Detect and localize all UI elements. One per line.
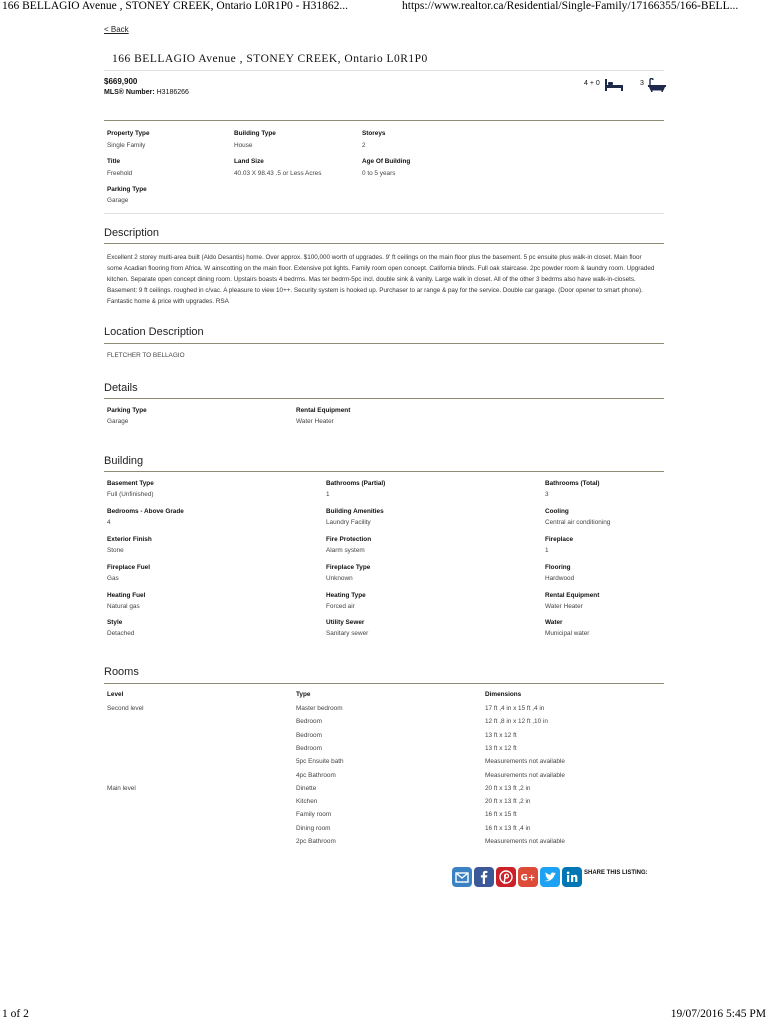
print-footer <box>0 1008 768 1024</box>
rooms-heading: Rooms <box>104 666 139 678</box>
room-dimensions: 13 ft x 12 ft <box>485 731 517 739</box>
description-text: Excellent 2 storey multi-area built (Aldo Desantis) home. Over approx. $100,000 worth of upgrades. 9' ft ceilings on the main floor plus the basement. 5 pc ensuite plus walk-in closet. Main floor some Acadian flooring from Africa. W ainscotting on the main floor. Extensive pot lights. Family room open concept. California blinds. Full oak staircase. 2pc powder room & laundry room. Upgraded kitchen. Separate open concept dining room. Upstairs boasts 4 bedrms. Mas ter bedrm-5pc incl. double sink & vanity. Large walk in closet. All of the other 3 bedrms also have walk-in-closets. Basement: 9 ft ceilings. roughed in c/vac. A pleasure to view 10++. Security system is hooked up. Purchaser to ar range & pay for the service. Double car garage. (Door opener to smart phone). Fantastic home & price with upgrades. RSA <box>107 254 655 305</box>
email-icon <box>452 867 472 887</box>
storeys-label: Storeys <box>362 130 386 137</box>
bathroom-count: 3 <box>640 80 644 87</box>
details-parking-type-label: Parking Type <box>107 407 147 414</box>
room-level: Second level <box>107 705 144 712</box>
bathtub-icon <box>647 78 667 97</box>
heating-type-label: Heating Type <box>326 592 366 599</box>
storeys-value: 2 <box>362 142 366 149</box>
mls-label: MLS® Number: <box>104 89 155 96</box>
listing-price: $669,900 <box>104 77 138 86</box>
building-rental-equipment-value: Water Heater <box>545 603 583 610</box>
share-listing-label: SHARE THIS LISTING: <box>584 870 648 876</box>
age-of-building-value: 0 to 5 years <box>362 170 396 177</box>
land-size-value: 40.03 X 98.43 .5 or Less Acres <box>234 170 322 177</box>
exterior-finish-label: Exterior Finish <box>107 536 152 543</box>
title-value: Freehold <box>107 170 133 177</box>
exterior-finish-value: Stone <box>107 547 124 554</box>
utility-sewer-label: Utility Sewer <box>326 619 365 626</box>
mls-value: H3186266 <box>156 89 189 96</box>
fireplace-label: Fireplace <box>545 536 574 543</box>
room-type: Master bedroom <box>296 705 343 712</box>
bedroom-count: 4 + 0 <box>584 80 600 87</box>
print-datetime: 19/07/2016 5:45 PM <box>670 1008 766 1020</box>
room-type: 5pc Ensuite bath <box>296 758 344 766</box>
description-heading: Description <box>104 227 160 239</box>
details-rental-equipment-value: Water Heater <box>296 418 334 425</box>
water-label: Water <box>545 619 563 626</box>
flooring-value: Hardwood <box>545 575 575 582</box>
room-dimensions: Measurements not available <box>485 758 565 766</box>
room-dimensions: 20 ft x 13 ft ,2 in <box>485 784 531 792</box>
bedrooms-above-grade-value: 4 <box>107 519 111 526</box>
bathrooms-total-label: Bathrooms (Total) <box>545 480 600 487</box>
print-page-title: 166 BELLAGIO Avenue , STONEY CREEK, Ontario L0R1P0 - H31862... <box>2 0 349 12</box>
heating-fuel-value: Natural gas <box>107 603 140 610</box>
room-type: Kitchen <box>296 798 318 806</box>
page-number: 1 of 2 <box>2 1008 29 1020</box>
details-parking-type-value: Garage <box>107 418 129 425</box>
building-type-label: Building Type <box>234 130 276 137</box>
style-value: Detached <box>107 630 135 637</box>
room-level: Main level <box>107 784 136 792</box>
style-label: Style <box>107 619 123 626</box>
divider <box>104 213 664 214</box>
facebook-icon <box>474 867 494 887</box>
linkedin-icon <box>562 867 582 887</box>
google-plus-icon <box>518 867 538 887</box>
twitter-share-button[interactable] <box>540 867 560 887</box>
divider <box>104 398 664 399</box>
location-description-text: FLETCHER TO BELLAGIO <box>107 352 185 359</box>
twitter-icon <box>540 867 560 887</box>
water-value: Municipal water <box>545 630 590 637</box>
bed-icon <box>604 78 624 97</box>
flooring-label: Flooring <box>545 564 571 571</box>
parking-type-label: Parking Type <box>107 186 147 193</box>
mls-number <box>104 89 189 96</box>
details-heading: Details <box>104 382 138 394</box>
bathrooms-partial-value: 1 <box>326 491 330 498</box>
building-amenities-value: Laundry Facility <box>326 519 371 526</box>
pinterest-icon <box>496 867 516 887</box>
linkedin-share-button[interactable] <box>562 867 582 887</box>
heating-fuel-label: Heating Fuel <box>107 592 146 599</box>
divider <box>104 243 664 244</box>
fire-protection-label: Fire Protection <box>326 536 372 543</box>
divider <box>104 120 664 121</box>
age-of-building-label: Age Of Building <box>362 158 411 165</box>
property-type-value: Single Family <box>107 142 146 149</box>
building-heading: Building <box>104 455 144 467</box>
bathrooms-total-value: 3 <box>545 491 549 498</box>
room-dimensions: 16 ft x 15 ft <box>485 811 517 819</box>
room-type: Bedroom <box>296 718 322 726</box>
building-type-value: House <box>234 142 253 149</box>
google-plus-share-button[interactable] <box>518 867 538 887</box>
fireplace-fuel-label: Fireplace Fuel <box>107 564 150 571</box>
building-rental-equipment-label: Rental Equipment <box>545 592 600 599</box>
facebook-share-button[interactable] <box>474 867 494 887</box>
email-share-button[interactable] <box>452 867 472 887</box>
room-type: 2pc Bathroom <box>296 838 336 845</box>
property-type-label: Property Type <box>107 130 150 137</box>
basement-type-label: Basement Type <box>107 480 154 487</box>
room-type: Bedroom <box>296 744 322 752</box>
fireplace-fuel-value: Gas <box>107 575 119 582</box>
basement-type-value: Full (Unfinished) <box>107 491 154 498</box>
utility-sewer-value: Sanitary sewer <box>326 630 369 637</box>
building-amenities-label: Building Amenities <box>326 508 384 515</box>
fireplace-value: 1 <box>545 547 549 554</box>
cooling-value: Central air conditioning <box>545 519 611 526</box>
fire-protection-value: Alarm system <box>326 547 365 554</box>
bathrooms-partial-label: Bathrooms (Partial) <box>326 480 386 487</box>
room-dimensions: 17 ft ,4 in x 15 ft ,4 in <box>485 705 545 712</box>
room-type: Dinette <box>296 784 317 792</box>
room-dimensions: 13 ft x 12 ft <box>485 744 517 752</box>
details-rental-equipment-label: Rental Equipment <box>296 407 351 414</box>
fireplace-type-value: Unknown <box>326 575 353 582</box>
svg-text:G+: G+ <box>520 873 536 884</box>
room-dimensions: 16 ft x 13 ft ,4 in <box>485 824 531 832</box>
location-description-heading: Location Description <box>104 326 204 338</box>
divider <box>104 343 664 344</box>
print-page-url: https://www.realtor.ca/Residential/Single-Family/17166355/166-BELL... <box>402 0 739 12</box>
heating-type-value: Forced air <box>326 603 355 610</box>
parking-type-value: Garage <box>107 197 129 204</box>
room-dimensions: Measurements not available <box>485 771 565 779</box>
print-header <box>0 0 768 16</box>
rooms-dimensions-header: Dimensions <box>485 691 522 698</box>
room-type: Family room <box>296 811 332 819</box>
pinterest-share-button[interactable] <box>496 867 516 887</box>
divider <box>104 683 664 684</box>
divider <box>104 70 664 71</box>
rooms-level-header: Level <box>107 691 124 698</box>
back-link[interactable]: < Back <box>104 25 129 34</box>
room-type: 4pc Bathroom <box>296 771 336 779</box>
title-label: Title <box>107 158 121 165</box>
bedrooms-above-grade-label: Bedrooms - Above Grade <box>107 508 184 515</box>
fireplace-type-label: Fireplace Type <box>326 564 371 571</box>
room-dimensions: 20 ft x 13 ft ,2 in <box>485 798 531 806</box>
room-dimensions: 12 ft ,8 in x 12 ft ,10 in <box>485 718 548 726</box>
divider <box>104 471 664 472</box>
listing-title: 166 BELLAGIO Avenue , STONEY CREEK, Ontario L0R1P0 <box>112 53 428 65</box>
rooms-type-header: Type <box>296 691 311 698</box>
room-type: Dining room <box>296 824 331 832</box>
cooling-label: Cooling <box>545 508 569 515</box>
room-type: Bedroom <box>296 731 322 739</box>
room-dimensions: Measurements not available <box>485 838 565 845</box>
land-size-label: Land Size <box>234 158 264 165</box>
